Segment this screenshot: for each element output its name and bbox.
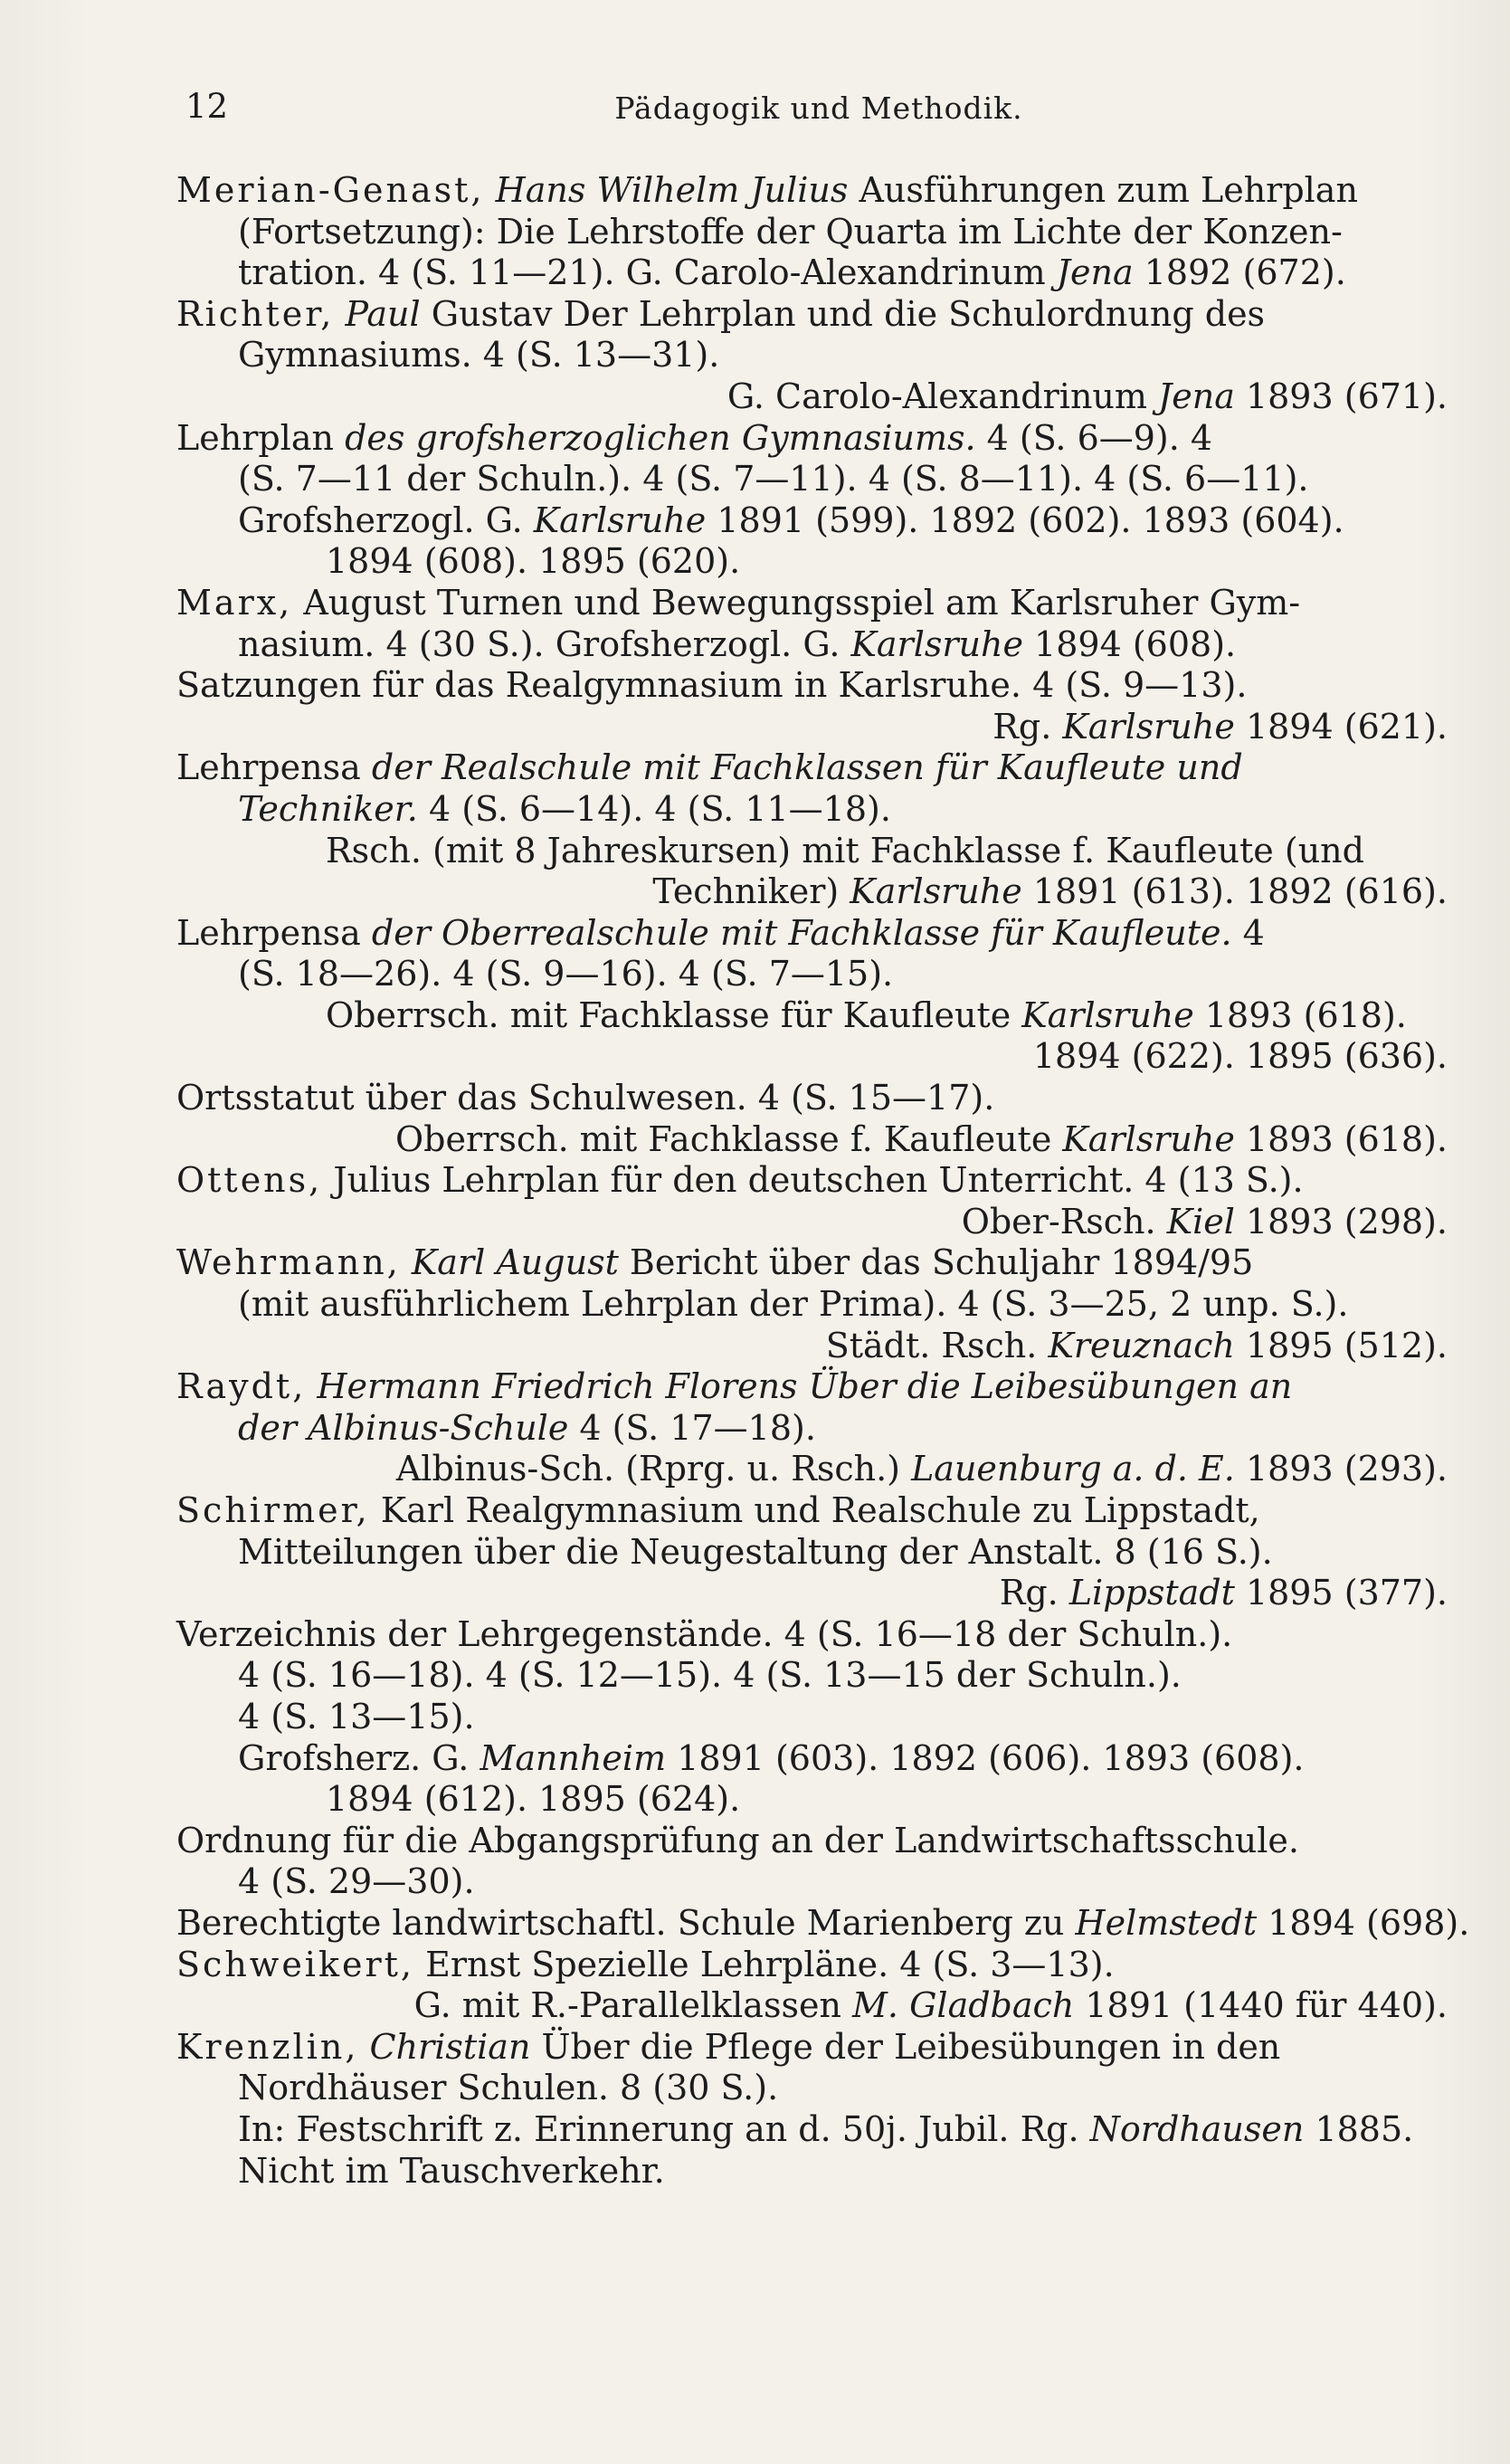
text-line: In: Festschrift z. Erinnerung an d. 50j. Jubil. Rg. Nordhausen 1885. — [238, 2108, 1414, 2149]
bibliography-list — [176, 170, 1470, 2192]
author-name: Krenzlin, — [176, 2026, 359, 2067]
place-name: Helmstedt — [1075, 1902, 1258, 1943]
text-line: Techniker) Karlsruhe 1891 (613). 1892 (616). — [652, 871, 1448, 912]
text-line: 4 (S. 16—18). 4 (S. 12—15). 4 (S. 13—15 der Schuln.). — [238, 1655, 1182, 1696]
text-line: 1894 (612). 1895 (624). — [326, 1779, 741, 1820]
text-line: Mitteilungen über die Neugestaltung der Anstalt. 8 (16 S.). — [238, 1531, 1273, 1572]
given-name: Hermann Friedrich Florens — [317, 1366, 798, 1407]
text-line: Marx, August Turnen und Bewegungsspiel am Karlsruher Gym- — [176, 582, 1301, 623]
title-italic: der Albinus-Schule — [238, 1407, 569, 1448]
text-line: 1894 (622). 1895 (636). — [1032, 1036, 1448, 1077]
text-line: Ober-Rsch. Kiel 1893 (298). — [961, 1201, 1448, 1242]
author-name: Merian-Genast, — [176, 170, 485, 210]
place-name: Nordhausen — [1089, 2108, 1305, 2149]
text-line: Verzeichnis der Lehrgegenstände. 4 (S. 16—18 der Schuln.). — [176, 1613, 1233, 1654]
title-italic: Über die Leibesübungen an — [797, 1366, 1293, 1407]
place-name: Karlsruhe — [1062, 1118, 1235, 1159]
given-name: Hans Wilhelm Julius — [495, 170, 849, 210]
place-name: Jena — [1158, 376, 1235, 416]
place-name: Mannheim — [480, 1737, 667, 1778]
title-italic: der Realschule mit Fachklassen für Kaufleute und — [371, 747, 1243, 788]
text-line: 1894 (608). 1895 (620). — [326, 541, 741, 582]
title-italic: des grofsherzoglichen Gymnasiums. — [345, 417, 976, 458]
text-line: Grofsherzogl. G. Karlsruhe 1891 (599). 1892 (602). 1893 (604). — [238, 499, 1344, 540]
text-line: Ortsstatut über das Schulwesen. 4 (S. 15—17). — [176, 1078, 995, 1118]
text-line: Lehrpensa der Oberrealschule mit Fachklasse für Kaufleute. 4 — [176, 912, 1265, 953]
text-line: Ordnung für die Abgangsprüfung an der Landwirtschaftsschule. — [176, 1820, 1299, 1860]
text-line: Grofsherz. G. Mannheim 1891 (603). 1892 (606). 1893 (608). — [238, 1737, 1305, 1778]
given-name: Karl August — [411, 1242, 619, 1283]
author-name: Raydt, — [176, 1366, 307, 1407]
author-name: Schirmer, — [176, 1490, 370, 1530]
text-line: Lehrpensa der Realschule mit Fachklassen für Kaufleute und — [176, 747, 1243, 788]
text-line: Rg. Lippstadt 1895 (377). — [999, 1573, 1448, 1613]
place-name: Kiel — [1166, 1201, 1235, 1242]
place-name: Karlsruhe — [850, 871, 1022, 912]
text-line: Techniker. 4 (S. 6—14). 4 (S. 11—18). — [238, 788, 891, 829]
text-line: Schweikert, Ernst Spezielle Lehrpläne. 4 (S. 3—13). — [176, 1944, 1115, 1984]
author-name: Schweikert, — [176, 1944, 414, 1984]
text-line: (S. 7—11 der Schuln.). 4 (S. 7—11). 4 (S. 8—11). 4 (S. 6—11). — [238, 459, 1309, 499]
text-line: nasium. 4 (30 S.). Grofsherzogl. G. Karlsruhe 1894 (608). — [238, 623, 1237, 664]
text-line: Gymnasiums. 4 (S. 13—31). — [238, 335, 720, 376]
text-line: Schirmer, Karl Realgymnasium und Realschule zu Lippstadt, — [176, 1490, 1260, 1530]
title-italic: der Oberrealschule mit Fachklasse für Kaufleute. — [371, 912, 1232, 953]
text-line: Berechtigte landwirtschaftl. Schule Marienberg zu Helmstedt 1894 (698). — [176, 1902, 1470, 1943]
title-italic: Techniker. — [238, 788, 418, 829]
text-line: Nordhäuser Schulen. 8 (30 S.). — [238, 2068, 779, 2108]
page-number: 12 — [185, 87, 229, 126]
text-line: G. Carolo-Alexandrinum Jena 1893 (671). — [727, 376, 1448, 416]
text-line: Oberrsch. mit Fachklasse f. Kaufleute Karlsruhe 1893 (618). — [395, 1118, 1448, 1159]
text-line: Städt. Rsch. Kreuznach 1895 (512). — [825, 1325, 1448, 1365]
text-line: G. mit R.-Parallelklassen M. Gladbach 1891 (1440 für 440). — [413, 1985, 1448, 2026]
text-line: Lehrplan des grofsherzoglichen Gymnasiums. 4 (S. 6—9). 4 — [176, 417, 1213, 458]
text-line: der Albinus-Schule 4 (S. 17—18). — [238, 1407, 816, 1448]
text-line: Merian-Genast, Hans Wilhelm Julius Ausführungen zum Lehrplan — [176, 170, 1358, 210]
place-name: Kreuznach — [1048, 1325, 1235, 1365]
place-name: Karlsruhe — [1021, 994, 1194, 1035]
given-name: Christian — [369, 2026, 531, 2067]
text-line: 4 (S. 13—15). — [238, 1696, 475, 1736]
text-line: Wehrmann, Karl August Bericht über das Schuljahr 1894/95 — [176, 1242, 1254, 1283]
text-line: Oberrsch. mit Fachklasse für Kaufleute Karlsruhe 1893 (618). — [326, 994, 1407, 1035]
author-name: Richter, — [176, 293, 335, 334]
text-line: 4 (S. 29—30). — [238, 1861, 475, 1902]
place-name: Lauenburg a. d. E. — [911, 1449, 1235, 1489]
text-line: Richter, Paul Gustav Der Lehrplan und die Schulordnung des — [176, 293, 1266, 334]
text-line: Satzungen für das Realgymnasium in Karlsruhe. 4 (S. 9—13). — [176, 665, 1248, 706]
place-name: Jena — [1056, 252, 1134, 293]
place-name: Lippstadt — [1068, 1573, 1235, 1613]
place-name: Karlsruhe — [533, 499, 707, 540]
text-line — [176, 1366, 1448, 1408]
author-name: Marx, — [176, 582, 293, 623]
running-title: Pädagogik und Methodik. — [614, 90, 1023, 126]
page-header — [185, 87, 1452, 141]
text-line: Albinus-Sch. (Rprg. u. Rsch.) Lauenburg a. d. E. 1893 (293). — [395, 1449, 1448, 1489]
place-name: M. Gladbach — [852, 1985, 1075, 2026]
text-line: Nicht im Tauschverkehr. — [238, 2150, 665, 2191]
text-line: Rsch. (mit 8 Jahreskursen) mit Fachklasse f. Kaufleute (und — [326, 830, 1364, 870]
text-line: Krenzlin, Christian Über die Pflege der Leibesübungen in den — [176, 2026, 1281, 2067]
author-name: Wehrmann, — [176, 1242, 401, 1283]
author-name: Ottens, — [176, 1160, 323, 1201]
place-name: Karlsruhe — [1062, 706, 1235, 747]
text-line: Ottens, Julius Lehrplan für den deutschen Unterricht. 4 (13 S.). — [176, 1160, 1304, 1201]
text-line: (S. 18—26). 4 (S. 9—16). 4 (S. 7—15). — [238, 954, 894, 994]
given-name: Paul — [345, 293, 421, 334]
text-line: (mit ausführlichem Lehrplan der Prima). 4 (S. 3—25, 2 unp. S.). — [238, 1284, 1349, 1325]
text-line: Rg. Karlsruhe 1894 (621). — [992, 706, 1448, 747]
text-line: (Fortsetzung): Die Lehrstoffe der Quarta im Lichte der Konzen- — [238, 211, 1343, 252]
text-line: tration. 4 (S. 11—21). G. Carolo-Alexandrinum Jena 1892 (672). — [238, 252, 1346, 293]
place-name: Karlsruhe — [850, 623, 1023, 664]
